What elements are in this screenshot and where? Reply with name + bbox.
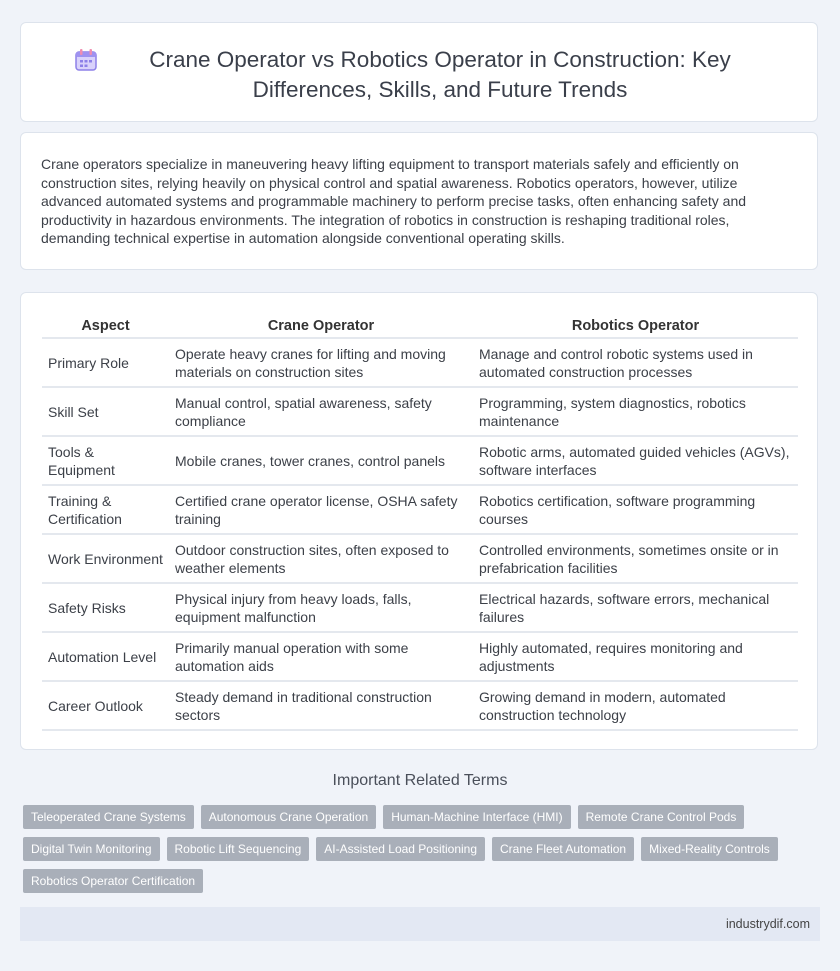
- row-aspect: Automation Level: [42, 633, 169, 682]
- related-term-tag[interactable]: Teleoperated Crane Systems: [23, 805, 194, 829]
- table-row: [42, 633, 798, 682]
- related-terms-list: [23, 805, 803, 901]
- table-row: [42, 486, 798, 535]
- row-robotics: Growing demand in modern, automated construction technology: [473, 682, 798, 731]
- row-crane: Certified crane operator license, OSHA safety training: [169, 486, 473, 535]
- table-row: [42, 388, 798, 437]
- comparison-card: [20, 292, 818, 750]
- row-robotics: Programming, system diagnostics, robotics maintenance: [473, 388, 798, 437]
- related-term-tag[interactable]: Robotic Lift Sequencing: [167, 837, 310, 861]
- row-crane: Manual control, spatial awareness, safety compliance: [169, 388, 473, 437]
- intro-paragraph: Crane operators specialize in maneuvering heavy lifting equipment to transport materials safely and efficiently on construction sites, relying heavily on physical control and spatial awareness. Robotics operators, however, utilize advanced automated systems and programmable machinery to perform precise tasks, often enhancing safety and productivity in hazardous environments. The integration of robotics in construction is reshaping traditional roles, demanding technical expertise in automation alongside conventional operating skills.: [41, 156, 747, 247]
- related-term-tag[interactable]: Human-Machine Interface (HMI): [383, 805, 570, 829]
- footer: [20, 907, 820, 941]
- row-robotics: Robotics certification, software programming courses: [473, 486, 798, 535]
- row-aspect: Safety Risks: [42, 584, 169, 633]
- table-header-row: [42, 315, 798, 339]
- related-term-tag[interactable]: Digital Twin Monitoring: [23, 837, 160, 861]
- row-crane: Mobile cranes, tower cranes, control panels: [169, 437, 473, 486]
- row-robotics: Controlled environments, sometimes onsite or in prefabrication facilities: [473, 535, 798, 584]
- table-row: [42, 339, 798, 388]
- footer-site-link[interactable]: industrydif.com: [725, 917, 810, 931]
- row-robotics: Robotic arms, automated guided vehicles (AGVs), software interfaces: [473, 437, 798, 486]
- row-crane: Steady demand in traditional construction sectors: [169, 682, 473, 731]
- comparison-table: [42, 315, 798, 731]
- table-row: [42, 584, 798, 633]
- related-term-tag[interactable]: Crane Fleet Automation: [492, 837, 634, 861]
- calendar-icon: [73, 47, 99, 73]
- intro-card: [20, 132, 818, 270]
- row-aspect: Work Environment: [42, 535, 169, 584]
- table-row: [42, 437, 798, 486]
- page-title: Crane Operator vs Robotics Operator in Construction: Key Differences, Skills, and Future Trends: [149, 47, 731, 102]
- header-robotics-operator: Robotics Operator: [473, 315, 798, 339]
- row-aspect: Primary Role: [42, 339, 169, 388]
- related-terms-heading: Important Related Terms: [332, 772, 508, 789]
- related-term-tag[interactable]: Robotics Operator Certification: [23, 869, 203, 893]
- row-robotics: Manage and control robotic systems used in automated construction processes: [473, 339, 798, 388]
- title-card: [20, 22, 818, 122]
- row-crane: Outdoor construction sites, often exposed to weather elements: [169, 535, 473, 584]
- table-row: [42, 682, 798, 731]
- row-aspect: Career Outlook: [42, 682, 169, 731]
- row-crane: Operate heavy cranes for lifting and moving materials on construction sites: [169, 339, 473, 388]
- row-robotics: Highly automated, requires monitoring and adjustments: [473, 633, 798, 682]
- related-term-tag[interactable]: Remote Crane Control Pods: [578, 805, 745, 829]
- related-term-tag[interactable]: AI-Assisted Load Positioning: [316, 837, 485, 861]
- row-aspect: Tools & Equipment: [42, 437, 169, 486]
- table-row: [42, 535, 798, 584]
- related-term-tag[interactable]: Autonomous Crane Operation: [201, 805, 376, 829]
- row-crane: Primarily manual operation with some automation aids: [169, 633, 473, 682]
- related-term-tag[interactable]: Mixed-Reality Controls: [641, 837, 778, 861]
- row-crane: Physical injury from heavy loads, falls, equipment malfunction: [169, 584, 473, 633]
- row-aspect: Training & Certification: [42, 486, 169, 535]
- header-crane-operator: Crane Operator: [169, 315, 473, 339]
- header-aspect: Aspect: [42, 315, 169, 339]
- row-robotics: Electrical hazards, software errors, mechanical failures: [473, 584, 798, 633]
- row-aspect: Skill Set: [42, 388, 169, 437]
